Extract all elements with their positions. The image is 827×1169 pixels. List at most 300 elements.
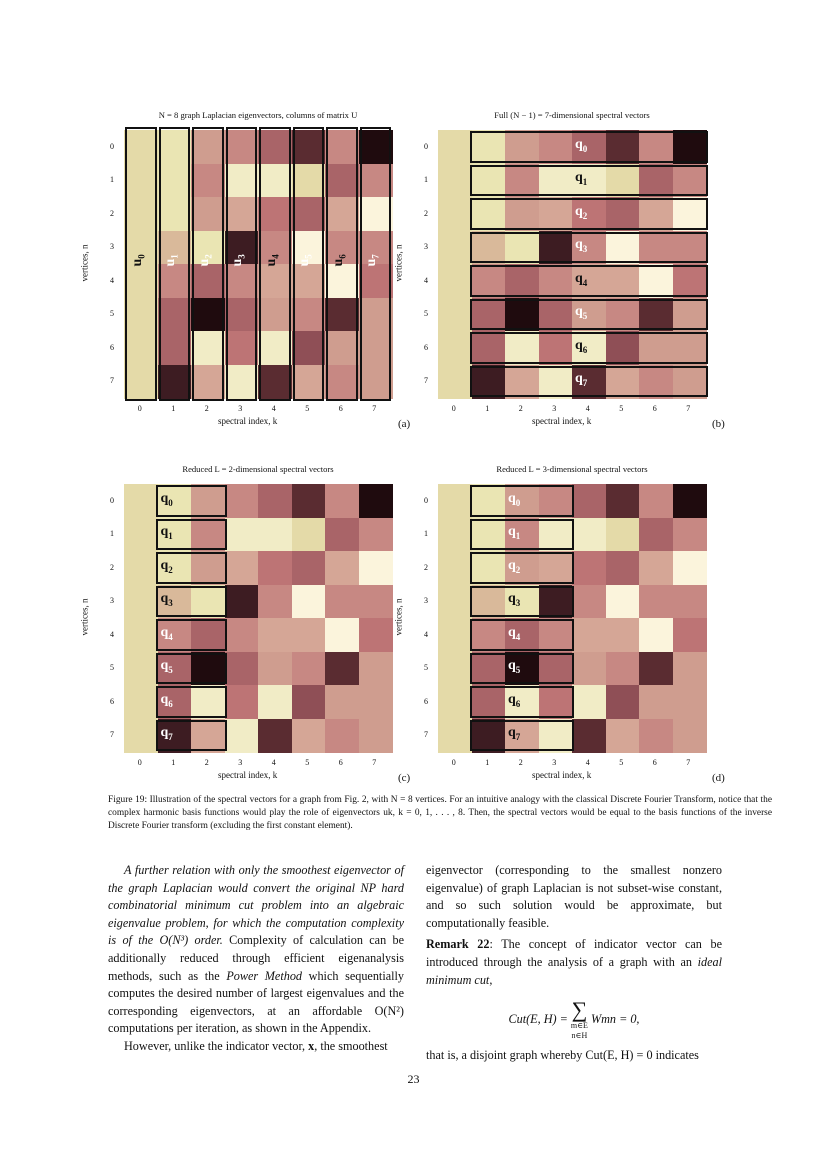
heatmap-cell-r3-c2 bbox=[505, 231, 539, 265]
heatmap-cell-r5-c3 bbox=[539, 298, 573, 332]
heatmap-cell-r5-c4 bbox=[258, 652, 292, 686]
heatmap-cell-r6-c3 bbox=[539, 331, 573, 365]
heatmap-cell-r1-c1 bbox=[472, 518, 506, 552]
heatmap-cell-r5-c3 bbox=[225, 298, 259, 332]
heatmap-cell-r6-c2 bbox=[191, 685, 225, 719]
heatmap-grid bbox=[124, 484, 392, 752]
heatmap-cell-r3-c0 bbox=[438, 585, 472, 619]
heatmap-cell-r7-c6 bbox=[639, 719, 673, 753]
heatmap-cell-r1-c7 bbox=[673, 164, 707, 198]
heatmap-cell-r1-c5 bbox=[606, 164, 640, 198]
x-axis-label: spectral index, k bbox=[218, 416, 278, 426]
heatmap-cell-r0-c2 bbox=[191, 484, 225, 518]
heatmap-cell-r6-c1 bbox=[158, 331, 192, 365]
heatmap-cell-r7-c0 bbox=[438, 719, 472, 753]
heatmap-cell-r7-c2 bbox=[191, 365, 225, 399]
x-tick-6: 6 bbox=[652, 758, 657, 767]
y-tick-7: 7 bbox=[110, 730, 114, 740]
heatmap-cell-r3-c7 bbox=[359, 585, 393, 619]
heatmap-cell-r1-c1 bbox=[158, 164, 192, 198]
heatmap-cell-r2-c2 bbox=[191, 197, 225, 231]
right-column bbox=[426, 862, 722, 1065]
heatmap-cell-r6-c6 bbox=[325, 685, 359, 719]
remark-label: Remark 22 bbox=[426, 937, 490, 952]
heatmap-cell-r5-c6 bbox=[325, 298, 359, 332]
heatmap-cell-r2-c3 bbox=[539, 197, 573, 231]
y-tick-3: 3 bbox=[424, 596, 428, 606]
y-tick-4: 4 bbox=[110, 275, 114, 285]
heatmap-cell-r5-c7 bbox=[359, 652, 393, 686]
y-axis-label: vertices, n bbox=[393, 244, 404, 282]
heatmap-cell-r4-c4 bbox=[572, 618, 606, 652]
heatmap-cell-r7-c4 bbox=[258, 719, 292, 753]
heatmap-cell-r0-c6 bbox=[325, 130, 359, 164]
heatmap-cell-r6-c3 bbox=[539, 685, 573, 719]
heatmap-cell-r3-c0 bbox=[438, 231, 472, 265]
heatmap-cell-r1-c3 bbox=[539, 518, 573, 552]
heatmap-cell-r1-c0 bbox=[124, 164, 158, 198]
spectral-vector-label-7: $q_7$ bbox=[575, 371, 588, 389]
panel-b-full-spectral-vectors bbox=[393, 110, 728, 432]
heatmap-cell-r1-c2 bbox=[505, 164, 539, 198]
heatmap-cell-r1-c4 bbox=[258, 164, 292, 198]
heatmap-cell-r7-c1 bbox=[472, 719, 506, 753]
heatmap-cell-r6-c4 bbox=[258, 331, 292, 365]
x-tick-0: 0 bbox=[451, 404, 456, 413]
heatmap-grid bbox=[438, 130, 706, 398]
heatmap-cell-r5-c3 bbox=[225, 652, 259, 686]
heatmap-cell-r3-c5 bbox=[606, 585, 640, 619]
heatmap-cell-r0-c1 bbox=[472, 130, 506, 164]
heatmap-cell-r5-c1 bbox=[472, 298, 506, 332]
heatmap-cell-r2-c0 bbox=[124, 551, 158, 585]
panel-title: Reduced L = 2-dimensional spectral vectors bbox=[182, 464, 334, 474]
heatmap-cell-r5-c5 bbox=[292, 298, 326, 332]
heatmap-cell-r7-c7 bbox=[359, 719, 393, 753]
heatmap-cell-r4-c3 bbox=[225, 264, 259, 298]
heatmap-cell-r6-c5 bbox=[292, 685, 326, 719]
x-axis-label: spectral index, k bbox=[218, 770, 278, 780]
heatmap-cell-r4-c2 bbox=[191, 264, 225, 298]
eq-sum: ∑ bbox=[571, 997, 588, 1023]
heatmap-cell-r1-c3 bbox=[225, 164, 259, 198]
heatmap-cell-r1-c4 bbox=[258, 518, 292, 552]
heatmap-cell-r7-c4 bbox=[258, 365, 292, 399]
heatmap-cell-r2-c5 bbox=[292, 197, 326, 231]
x-tick-7: 7 bbox=[686, 758, 691, 767]
heatmap-cell-r4-c6 bbox=[325, 618, 359, 652]
heatmap-cell-r3-c1 bbox=[472, 231, 506, 265]
heatmap-cell-r5-c0 bbox=[438, 652, 472, 686]
x-tick-2: 2 bbox=[518, 404, 523, 413]
heatmap-cell-r7-c3 bbox=[225, 365, 259, 399]
spectral-vector-label-5: $q_5$ bbox=[575, 304, 588, 322]
heatmap-cell-r2-c2 bbox=[505, 197, 539, 231]
y-tick-6: 6 bbox=[110, 696, 114, 706]
heatmap-cell-r7-c2 bbox=[191, 719, 225, 753]
heatmap-cell-r4-c7 bbox=[359, 618, 393, 652]
heatmap-cell-r4-c4 bbox=[258, 264, 292, 298]
heatmap-grid bbox=[438, 484, 706, 752]
heatmap-cell-r0-c1 bbox=[158, 130, 192, 164]
heatmap-cell-r7-c1 bbox=[158, 365, 192, 399]
y-tick-5: 5 bbox=[110, 663, 114, 673]
heatmap-cell-r6-c1 bbox=[472, 331, 506, 365]
heatmap-cell-r4-c5 bbox=[292, 618, 326, 652]
y-tick-1: 1 bbox=[110, 175, 114, 185]
heatmap-cell-r5-c4 bbox=[258, 298, 292, 332]
heatmap-cell-r2-c1 bbox=[472, 551, 506, 585]
heatmap-cell-r6-c7 bbox=[359, 685, 393, 719]
heatmap-cell-r5-c4 bbox=[572, 652, 606, 686]
spectral-vector-label-1: $q_1$ bbox=[575, 170, 588, 188]
left-p2-b: , the smoothest bbox=[314, 1038, 388, 1053]
heatmap-cell-r1-c2 bbox=[191, 164, 225, 198]
heatmap-cell-r3-c3 bbox=[225, 585, 259, 619]
heatmap-cell-r5-c3 bbox=[539, 652, 573, 686]
heatmap-cell-r6-c0 bbox=[124, 685, 158, 719]
y-tick-4: 4 bbox=[110, 629, 114, 639]
heatmap-cell-r7-c3 bbox=[539, 365, 573, 399]
spectral-vector-label-1: $q_1$ bbox=[508, 524, 521, 542]
heatmap-cell-r1-c0 bbox=[438, 518, 472, 552]
heatmap-cell-r7-c2 bbox=[505, 365, 539, 399]
x-tick-6: 6 bbox=[652, 404, 657, 413]
heatmap-cell-r0-c5 bbox=[606, 130, 640, 164]
heatmap-cell-r3-c4 bbox=[572, 585, 606, 619]
heatmap-cell-r6-c5 bbox=[292, 331, 326, 365]
x-tick-3: 3 bbox=[238, 404, 243, 413]
heatmap-cell-r7-c4 bbox=[572, 719, 606, 753]
x-tick-4: 4 bbox=[271, 758, 276, 767]
heatmap-cell-r2-c3 bbox=[225, 551, 259, 585]
eq-sub1: m∈E bbox=[570, 1021, 588, 1031]
spectral-vector-label-1: $q_1$ bbox=[160, 524, 173, 542]
heatmap-cell-r7-c3 bbox=[225, 719, 259, 753]
heatmap-cell-r6-c7 bbox=[359, 331, 393, 365]
x-axis-label: spectral index, k bbox=[532, 770, 592, 780]
heatmap-cell-r2-c3 bbox=[539, 551, 573, 585]
heatmap-cell-r5-c1 bbox=[472, 652, 506, 686]
y-tick-6: 6 bbox=[424, 342, 428, 352]
heatmap-cell-r5-c5 bbox=[606, 298, 640, 332]
heatmap-cell-r2-c5 bbox=[606, 197, 640, 231]
heatmap-cell-r3-c6 bbox=[639, 585, 673, 619]
spectral-vector-label-2: $q_2$ bbox=[575, 203, 588, 221]
heatmap-cell-r4-c0 bbox=[124, 618, 158, 652]
heatmap-cell-r5-c5 bbox=[606, 652, 640, 686]
x-tick-7: 7 bbox=[372, 758, 377, 767]
heatmap-cell-r7-c6 bbox=[639, 365, 673, 399]
x-tick-4: 4 bbox=[271, 404, 276, 413]
remark-text-b: , bbox=[489, 972, 493, 987]
remark-ideal: ideal minimum cut bbox=[426, 954, 722, 987]
heatmap-cell-r0-c3 bbox=[225, 130, 259, 164]
heatmap-cell-r3-c7 bbox=[673, 585, 707, 619]
x-tick-5: 5 bbox=[305, 758, 310, 767]
heatmap-cell-r7-c7 bbox=[673, 365, 707, 399]
heatmap-cell-r4-c2 bbox=[191, 618, 225, 652]
heatmap-cell-r7-c3 bbox=[539, 719, 573, 753]
x-tick-7: 7 bbox=[686, 404, 691, 413]
spectral-vector-label-5: $q_5$ bbox=[508, 658, 521, 676]
heatmap-cell-r2-c4 bbox=[258, 551, 292, 585]
heatmap-cell-r4-c6 bbox=[639, 618, 673, 652]
x-tick-0: 0 bbox=[137, 758, 142, 767]
heatmap-cell-r0-c7 bbox=[673, 130, 707, 164]
heatmap-cell-r1-c5 bbox=[606, 518, 640, 552]
heatmap-cell-r3-c1 bbox=[472, 585, 506, 619]
heatmap-cell-r3-c6 bbox=[325, 585, 359, 619]
spectral-vector-label-4: $q_4$ bbox=[160, 624, 173, 642]
y-tick-2: 2 bbox=[424, 208, 428, 218]
y-tick-5: 5 bbox=[110, 309, 114, 319]
heatmap-cell-r0-c4 bbox=[258, 130, 292, 164]
panel-title: Full (N − 1) = 7-dimensional spectral vectors bbox=[494, 110, 650, 120]
heatmap-cell-r4-c3 bbox=[225, 618, 259, 652]
spectral-vector-label-5: $q_5$ bbox=[160, 658, 173, 676]
heatmap-cell-r2-c7 bbox=[359, 197, 393, 231]
y-tick-1: 1 bbox=[424, 175, 428, 185]
heatmap-cell-r7-c6 bbox=[325, 719, 359, 753]
y-tick-3: 3 bbox=[110, 242, 114, 252]
eigenvector-label-1: $u_1$ bbox=[163, 254, 180, 267]
spectral-vector-label-0: $q_0$ bbox=[160, 490, 173, 508]
page-number: 23 bbox=[407, 1072, 420, 1086]
panel-c-2d-spectral-vectors bbox=[79, 464, 414, 786]
heatmap-cell-r2-c5 bbox=[606, 551, 640, 585]
x-tick-2: 2 bbox=[204, 404, 209, 413]
heatmap-cell-r7-c5 bbox=[292, 365, 326, 399]
heatmap-cell-r0-c3 bbox=[539, 484, 573, 518]
heatmap-cell-r7-c5 bbox=[606, 719, 640, 753]
panel-title: N = 8 graph Laplacian eigenvectors, columns of matrix U bbox=[158, 110, 358, 120]
spectral-vector-label-0: $q_0$ bbox=[575, 136, 588, 154]
x-tick-1: 1 bbox=[485, 758, 490, 767]
heatmap-cell-r4-c7 bbox=[673, 618, 707, 652]
y-tick-1: 1 bbox=[424, 529, 428, 539]
heatmap-cell-r0-c4 bbox=[572, 484, 606, 518]
heatmap-cell-r6-c6 bbox=[325, 331, 359, 365]
eq-rhs: Wmn = 0, bbox=[590, 1012, 640, 1027]
x-tick-7: 7 bbox=[372, 404, 377, 413]
heatmap-cell-r1-c3 bbox=[539, 164, 573, 198]
heatmap-cell-r0-c0 bbox=[438, 130, 472, 164]
y-tick-3: 3 bbox=[424, 242, 428, 252]
x-tick-2: 2 bbox=[204, 758, 209, 767]
heatmap-grid bbox=[124, 130, 392, 398]
cut-equation bbox=[426, 999, 722, 1041]
heatmap-cell-r5-c6 bbox=[639, 298, 673, 332]
spectral-vector-label-4: $q_4$ bbox=[508, 624, 521, 642]
heatmap-cell-r1-c6 bbox=[325, 164, 359, 198]
heatmap-cell-r2-c7 bbox=[673, 197, 707, 231]
x-tick-3: 3 bbox=[238, 758, 243, 767]
heatmap-cell-r0-c5 bbox=[292, 484, 326, 518]
heatmap-cell-r6-c5 bbox=[606, 685, 640, 719]
spectral-vector-label-3: $q_3$ bbox=[508, 591, 521, 609]
heatmap-cell-r1-c6 bbox=[639, 518, 673, 552]
heatmap-cell-r2-c6 bbox=[639, 551, 673, 585]
y-tick-0: 0 bbox=[424, 495, 428, 505]
heatmap-cell-r6-c6 bbox=[639, 685, 673, 719]
heatmap-cell-r4-c3 bbox=[539, 618, 573, 652]
heatmap-cell-r4-c4 bbox=[258, 618, 292, 652]
heatmap-cell-r1-c4 bbox=[572, 518, 606, 552]
heatmap-cell-r1-c2 bbox=[191, 518, 225, 552]
x-tick-6: 6 bbox=[338, 758, 343, 767]
x-tick-0: 0 bbox=[451, 758, 456, 767]
heatmap-cell-r6-c3 bbox=[225, 331, 259, 365]
heatmap-cell-r2-c6 bbox=[325, 551, 359, 585]
heatmap-cell-r4-c3 bbox=[539, 264, 573, 298]
heatmap-cell-r2-c4 bbox=[258, 197, 292, 231]
spectral-vector-label-4: $q_4$ bbox=[575, 270, 588, 288]
eigenvector-label-5: $u_5$ bbox=[297, 254, 314, 267]
heatmap-cell-r4-c5 bbox=[292, 264, 326, 298]
y-tick-5: 5 bbox=[424, 309, 428, 319]
y-tick-1: 1 bbox=[110, 529, 114, 539]
heatmap-cell-r1-c6 bbox=[639, 164, 673, 198]
heatmap-cell-r1-c0 bbox=[124, 518, 158, 552]
spectral-vector-label-6: $q_6$ bbox=[508, 691, 521, 709]
y-axis-label: vertices, n bbox=[79, 598, 90, 636]
panel-letter: (d) bbox=[712, 772, 725, 784]
x-tick-3: 3 bbox=[552, 758, 557, 767]
heatmap-cell-r0-c1 bbox=[472, 484, 506, 518]
heatmap-cell-r5-c2 bbox=[191, 298, 225, 332]
heatmap-cell-r6-c7 bbox=[673, 685, 707, 719]
x-tick-1: 1 bbox=[171, 404, 176, 413]
heatmap-cell-r2-c4 bbox=[572, 551, 606, 585]
heatmap-cell-r6-c2 bbox=[505, 331, 539, 365]
y-tick-0: 0 bbox=[110, 495, 114, 505]
heatmap-cell-r2-c7 bbox=[359, 551, 393, 585]
heatmap-cell-r2-c1 bbox=[158, 197, 192, 231]
heatmap-cell-r3-c3 bbox=[539, 231, 573, 265]
heatmap-cell-r6-c1 bbox=[472, 685, 506, 719]
heatmap-cell-r0-c7 bbox=[673, 484, 707, 518]
heatmap-cell-r3-c0 bbox=[124, 585, 158, 619]
heatmap-cell-r4-c6 bbox=[325, 264, 359, 298]
heatmap-cell-r6-c6 bbox=[639, 331, 673, 365]
heatmap-cell-r1-c5 bbox=[292, 164, 326, 198]
y-tick-5: 5 bbox=[424, 663, 428, 673]
heatmap-cell-r5-c0 bbox=[438, 298, 472, 332]
x-tick-2: 2 bbox=[518, 758, 523, 767]
x-tick-1: 1 bbox=[171, 758, 176, 767]
heatmap-cell-r6-c7 bbox=[673, 331, 707, 365]
heatmap-cell-r2-c6 bbox=[639, 197, 673, 231]
heatmap-cell-r7-c0 bbox=[124, 365, 158, 399]
heatmap-cell-r7-c0 bbox=[438, 365, 472, 399]
heatmap-cell-r0-c0 bbox=[124, 130, 158, 164]
heatmap-cell-r4-c1 bbox=[472, 618, 506, 652]
heatmap-cell-r4-c5 bbox=[606, 264, 640, 298]
heatmap-cell-r5-c6 bbox=[325, 652, 359, 686]
left-column bbox=[108, 862, 404, 1056]
heatmap-cell-r0-c5 bbox=[606, 484, 640, 518]
heatmap-cell-r0-c6 bbox=[639, 130, 673, 164]
heatmap-cell-r0-c6 bbox=[639, 484, 673, 518]
right-p1: eigenvector (corresponding to the smallest nonzero eigenvalue) of graph Laplacian is not subset-wise constant, and so such solution would be approximate, but computationally feasible. bbox=[426, 863, 722, 930]
eigenvector-label-6: $u_6$ bbox=[330, 254, 348, 267]
heatmap-cell-r6-c0 bbox=[124, 331, 158, 365]
eigenvector-label-0: $u_0$ bbox=[129, 254, 147, 267]
y-tick-6: 6 bbox=[424, 696, 428, 706]
heatmap-cell-r6-c3 bbox=[225, 685, 259, 719]
spectral-vector-label-7: $q_7$ bbox=[508, 725, 521, 743]
heatmap-cell-r0-c3 bbox=[539, 130, 573, 164]
heatmap-cell-r5-c2 bbox=[191, 652, 225, 686]
heatmap-cell-r0-c0 bbox=[124, 484, 158, 518]
heatmap-cell-r5-c7 bbox=[673, 652, 707, 686]
heatmap-cell-r1-c0 bbox=[438, 164, 472, 198]
x-tick-5: 5 bbox=[619, 758, 624, 767]
heatmap-cell-r2-c0 bbox=[124, 197, 158, 231]
heatmap-cell-r0-c3 bbox=[225, 484, 259, 518]
x-tick-1: 1 bbox=[485, 404, 490, 413]
heatmap-cell-r5-c1 bbox=[158, 298, 192, 332]
heatmap-cell-r4-c6 bbox=[639, 264, 673, 298]
heatmap-cell-r1-c5 bbox=[292, 518, 326, 552]
heatmap-cell-r5-c0 bbox=[124, 652, 158, 686]
eq-sub2: n∈H bbox=[571, 1031, 588, 1041]
x-tick-5: 5 bbox=[305, 404, 310, 413]
heatmap-cell-r1-c7 bbox=[359, 518, 393, 552]
spectral-vector-label-2: $q_2$ bbox=[508, 557, 521, 575]
x-tick-0: 0 bbox=[137, 404, 142, 413]
eigenvector-label-7: $u_7$ bbox=[364, 254, 381, 267]
heatmap-cell-r2-c2 bbox=[191, 551, 225, 585]
heatmap-cell-r4-c1 bbox=[158, 264, 192, 298]
right-p3: that is, a disjoint graph whereby Cut(E, H) = 0 indicates bbox=[426, 1048, 699, 1063]
heatmap-cell-r0-c7 bbox=[359, 484, 393, 518]
figure-caption: Figure 19: Illustration of the spectral vectors for a graph from Fig. 2, with N = 8 vertices. For an intuitive analogy with the classical Discrete Fourier Transform, notice that the complex harmonic basis functions would play the role of eigenvectors uk, k = 0, 1, . . . , 8. Then, the spectral vectors would be equal to the basis functions of the inverse Discrete Fourier transform (excluding the first constant element). bbox=[108, 795, 772, 832]
panel-letter: (b) bbox=[712, 418, 725, 430]
remark-text-a: : The concept of indicator vector can be introduced through the analysis of a graph with an bbox=[426, 937, 722, 969]
y-tick-0: 0 bbox=[110, 141, 114, 151]
heatmap-cell-r0-c7 bbox=[359, 130, 393, 164]
eigenvector-label-2: $u_2$ bbox=[196, 254, 214, 267]
heatmap-cell-r2-c5 bbox=[292, 551, 326, 585]
y-tick-7: 7 bbox=[110, 376, 114, 386]
x-tick-3: 3 bbox=[552, 404, 557, 413]
y-tick-4: 4 bbox=[424, 275, 428, 285]
heatmap-cell-r2-c6 bbox=[325, 197, 359, 231]
heatmap-cell-r4-c7 bbox=[359, 264, 393, 298]
heatmap-cell-r1-c1 bbox=[472, 164, 506, 198]
y-tick-4: 4 bbox=[424, 629, 428, 639]
eigenvector-label-4: $u_4$ bbox=[263, 254, 281, 267]
heatmap-cell-r7-c5 bbox=[606, 365, 640, 399]
heatmap-cell-r7-c5 bbox=[292, 719, 326, 753]
x-tick-4: 4 bbox=[585, 404, 590, 413]
spectral-vector-label-7: $q_7$ bbox=[160, 725, 173, 743]
heatmap-cell-r4-c7 bbox=[673, 264, 707, 298]
y-tick-2: 2 bbox=[110, 208, 114, 218]
heatmap-cell-r4-c1 bbox=[472, 264, 506, 298]
heatmap-cell-r5-c2 bbox=[505, 298, 539, 332]
heatmap-cell-r6-c2 bbox=[191, 331, 225, 365]
heatmap-cell-r2-c0 bbox=[438, 197, 472, 231]
heatmap-cell-r0-c4 bbox=[258, 484, 292, 518]
heatmap-cell-r4-c0 bbox=[124, 264, 158, 298]
panel-letter: (a) bbox=[398, 418, 411, 430]
y-tick-7: 7 bbox=[424, 376, 428, 386]
heatmap-cell-r3-c5 bbox=[606, 231, 640, 265]
panel-title: Reduced L = 3-dimensional spectral vectors bbox=[496, 464, 648, 474]
